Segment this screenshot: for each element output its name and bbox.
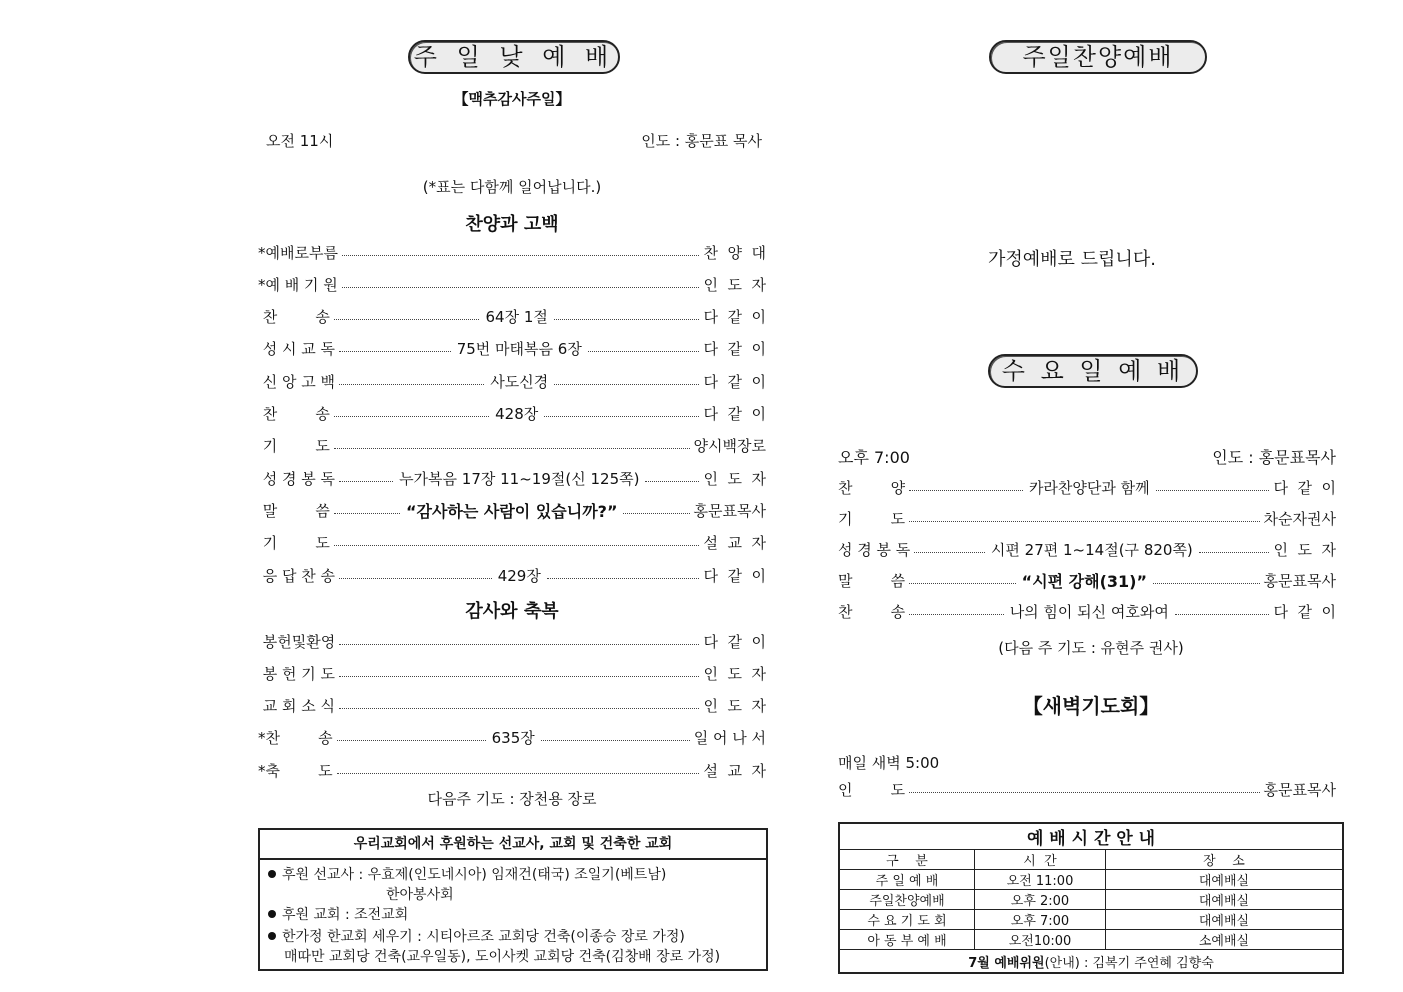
bullet-icon (268, 870, 276, 878)
order-person: 설 교 자 (703, 761, 766, 780)
committee-label: 7월 예배위원 (968, 955, 1045, 971)
dotted-leader (541, 740, 690, 741)
order-person: 설 교 자 (703, 534, 766, 553)
order-label: *예배로부름 (258, 243, 338, 262)
order-person: 다 같 이 (703, 340, 767, 359)
order-content: “감사하는 사람이 있습니까?” (405, 501, 618, 521)
order-row (258, 727, 766, 749)
schedule-header-cell: 장 소 (1106, 850, 1344, 870)
table-cell: 오후 2:00 (975, 890, 1106, 910)
schedule-header-row (839, 850, 1343, 870)
mission-line-missionaries: 후원 선교사 : 우효제(인도네시아) 임재건(태국) 조일기(베트남) (268, 864, 666, 884)
table-row (839, 870, 1343, 890)
worship-schedule-table (838, 822, 1344, 974)
dawn-prayer-title: 【새벽기도회】 (1022, 694, 1160, 718)
standing-note: (*표는 다함께 일어납니다.) (422, 178, 602, 196)
order-content: 429장 (497, 566, 541, 585)
dotted-leader (909, 792, 1259, 793)
mission-line-building-cont: 매따만 교회당 건축(교우일동), 도이사켓 교회당 건축(김창배 장로 가정) (284, 949, 721, 965)
order-label: 찬 송 (258, 405, 330, 423)
order-content: 64장 1절 (485, 308, 548, 327)
dotted-leader (544, 416, 699, 417)
order-row (258, 273, 766, 295)
order-content: 시편 27편 1~14절(구 820쪽) (990, 540, 1193, 559)
table-cell: 대예배실 (1106, 890, 1344, 910)
order-person: 다 같 이 (1273, 603, 1337, 622)
order-person: 다 같 이 (703, 405, 767, 423)
dotted-leader (1199, 552, 1270, 553)
dotted-leader (645, 481, 699, 482)
schedule-footer-row (839, 950, 1343, 974)
dotted-leader (909, 521, 1259, 522)
order-person: 인 도 자 (703, 469, 767, 488)
order-row (838, 570, 1336, 592)
wednesday-time: 오후 7:00 (838, 448, 910, 467)
order-person: 차순자권사 (1263, 509, 1336, 528)
order-label: 말 씀 (258, 501, 330, 520)
dotted-leader (339, 351, 451, 352)
order-content: 카라찬양단과 함께 (1028, 478, 1150, 497)
subtitle: 【맥추감사주일】 (453, 90, 571, 108)
order-row (258, 630, 766, 652)
table-cell: 주 일 예 배 (839, 870, 975, 890)
table-cell: 주일찬양예배 (839, 890, 975, 910)
order-person: 다 같 이 (703, 566, 766, 585)
order-label: 기 도 (258, 437, 330, 456)
order-content: “시편 강해(31)” (1021, 572, 1147, 592)
sunday-worship-title: 주 일 낮 예 배 (408, 40, 620, 74)
order-row (258, 435, 766, 457)
order-label: 찬 양 (838, 478, 906, 497)
order-row (258, 564, 766, 586)
order-row (258, 467, 766, 489)
section-thanks-blessing: 감사와 축복 (465, 601, 559, 622)
mission-box-header: 우리교회에서 후원하는 선교사, 교회 및 건축한 교회 (260, 830, 766, 860)
order-person: 찬 양 대 (703, 243, 766, 262)
order-label: 봉 헌 기 도 (258, 664, 336, 683)
order-content: 사도신경 (490, 372, 549, 391)
schedule-header-cell: 구 분 (839, 850, 975, 870)
mission-line-building: 한가정 한교회 세우기 : 시티아르조 교회당 건축(이종승 장로 가정) (268, 926, 685, 946)
order-row (258, 370, 766, 392)
order-person: 일 어 나 서 (693, 729, 767, 748)
wednesday-leader: 인도 : 홍문표목사 (1212, 448, 1336, 467)
dotted-leader (334, 416, 489, 417)
order-person: 양시백장로 (693, 437, 766, 456)
dotted-leader (339, 708, 699, 709)
order-person: 인 도 자 (703, 275, 766, 294)
dawn-who: 홍문표목사 (1263, 780, 1336, 799)
order-person: 홍문표목사 (1263, 572, 1336, 591)
schedule-header-cell: 시 간 (975, 850, 1106, 870)
order-row (258, 695, 766, 717)
order-row (258, 241, 766, 263)
dotted-leader (334, 448, 690, 449)
dotted-leader (342, 287, 700, 288)
dotted-leader (1153, 583, 1260, 584)
order-label: 말 씀 (838, 572, 906, 591)
dotted-leader (1175, 614, 1270, 615)
order-row (258, 403, 766, 425)
order-row (838, 538, 1336, 560)
order-content: 누가복음 17장 11~19절(신 125쪽) (399, 469, 640, 488)
table-row (839, 890, 1343, 910)
order-row (258, 759, 766, 781)
order-row (838, 601, 1336, 623)
dotted-leader (554, 384, 699, 385)
order-row (258, 338, 766, 360)
order-label: *축 도 (258, 761, 333, 780)
order-person: 인 도 자 (703, 697, 766, 716)
order-label: *예 배 기 원 (258, 275, 338, 294)
dotted-leader (909, 583, 1016, 584)
order-label: 기 도 (258, 534, 330, 553)
table-cell: 대예배실 (1106, 870, 1344, 890)
order-row (258, 499, 766, 521)
worship-leader: 인도 : 홍문표 목사 (641, 132, 762, 150)
order-content: 428장 (495, 405, 539, 423)
order-label: 성 경 봉 독 (838, 540, 911, 559)
order-row (258, 532, 766, 554)
table-row (839, 910, 1343, 930)
worship-committee (839, 950, 1343, 974)
dotted-leader (554, 319, 700, 320)
order-content: 나의 힘이 되신 여호와여 (1009, 603, 1169, 622)
order-person: 다 같 이 (703, 632, 766, 651)
dotted-leader (909, 614, 1004, 615)
dotted-leader (342, 255, 700, 256)
dotted-leader (1156, 490, 1270, 491)
table-cell: 수 요 기 도 회 (839, 910, 975, 930)
schedule-title: 예 배 시 간 안 내 (839, 823, 1343, 850)
order-row (258, 306, 766, 328)
wednesday-next-prayer: (다음 주 기도 : 유현주 권사) (998, 639, 1184, 657)
order-person: 인 도 자 (703, 664, 766, 683)
dotted-leader (623, 513, 689, 514)
mission-support-box (258, 828, 768, 971)
dotted-leader (334, 545, 700, 546)
dawn-label: 인 도 (838, 780, 906, 799)
table-cell: 대예배실 (1106, 910, 1344, 930)
order-person: 다 같 이 (703, 372, 766, 391)
bullet-icon (268, 932, 276, 940)
order-content: 635장 (491, 729, 535, 748)
order-row (258, 662, 766, 684)
mission-line-churches: 후원 교회 : 조전교회 (268, 904, 408, 924)
order-label: 봉헌및환영 (258, 632, 336, 651)
bullet-icon (268, 910, 276, 918)
table-cell: 오전 11:00 (975, 870, 1106, 890)
order-content: 75번 마태복음 6장 (456, 340, 582, 359)
dotted-leader (339, 644, 699, 645)
table-cell: 오후 7:00 (975, 910, 1106, 930)
mission-line-missionaries-cont: 한아봉사회 (386, 887, 454, 903)
order-label: 응 답 찬 송 (258, 566, 336, 585)
home-worship-notice: 가정예배로 드립니다. (988, 249, 1156, 270)
order-label: 찬 송 (838, 603, 906, 622)
dotted-leader (547, 578, 700, 579)
dotted-leader (339, 676, 699, 677)
order-label: 교 회 소 식 (258, 697, 336, 716)
order-label: 신 앙 고 백 (258, 372, 336, 391)
dotted-leader (588, 351, 700, 352)
dawn-leader-row (838, 778, 1336, 800)
order-person: 다 같 이 (1273, 478, 1336, 497)
table-cell: 오전10:00 (975, 930, 1106, 950)
worship-time: 오전 11시 (266, 132, 334, 150)
order-person: 다 같 이 (703, 308, 766, 327)
dotted-leader (334, 513, 400, 514)
order-label: 성 경 봉 독 (258, 469, 336, 488)
dawn-time: 매일 새벽 5:00 (838, 754, 940, 772)
table-cell: 아 동 부 예 배 (839, 930, 975, 950)
dotted-leader (339, 578, 492, 579)
dotted-leader (909, 490, 1023, 491)
dotted-leader (914, 552, 985, 553)
order-label: 성 시 교 독 (258, 340, 336, 359)
order-label: 기 도 (838, 509, 906, 528)
dotted-leader (339, 481, 393, 482)
order-label: *찬 송 (258, 729, 333, 748)
wednesday-worship-title: 수 요 일 예 배 (988, 354, 1198, 388)
table-row (839, 930, 1343, 950)
next-week-prayer: 다음주 기도 : 장천용 장로 (427, 790, 597, 808)
dotted-leader (334, 319, 480, 320)
dotted-leader (337, 740, 486, 741)
sunday-praise-title: 주일찬양예배 (989, 40, 1207, 74)
committee-members: (안내) : 김복기 주연혜 김향숙 (1044, 955, 1214, 971)
section-praise-confession: 찬양과 고백 (465, 214, 559, 235)
order-row (838, 476, 1336, 498)
dotted-leader (337, 773, 700, 774)
order-row (838, 507, 1336, 529)
order-person: 인 도 자 (1273, 540, 1336, 559)
order-label: 찬 송 (258, 308, 330, 327)
order-person: 홍문표목사 (693, 501, 766, 520)
dotted-leader (339, 384, 484, 385)
table-cell: 소예배실 (1106, 930, 1344, 950)
